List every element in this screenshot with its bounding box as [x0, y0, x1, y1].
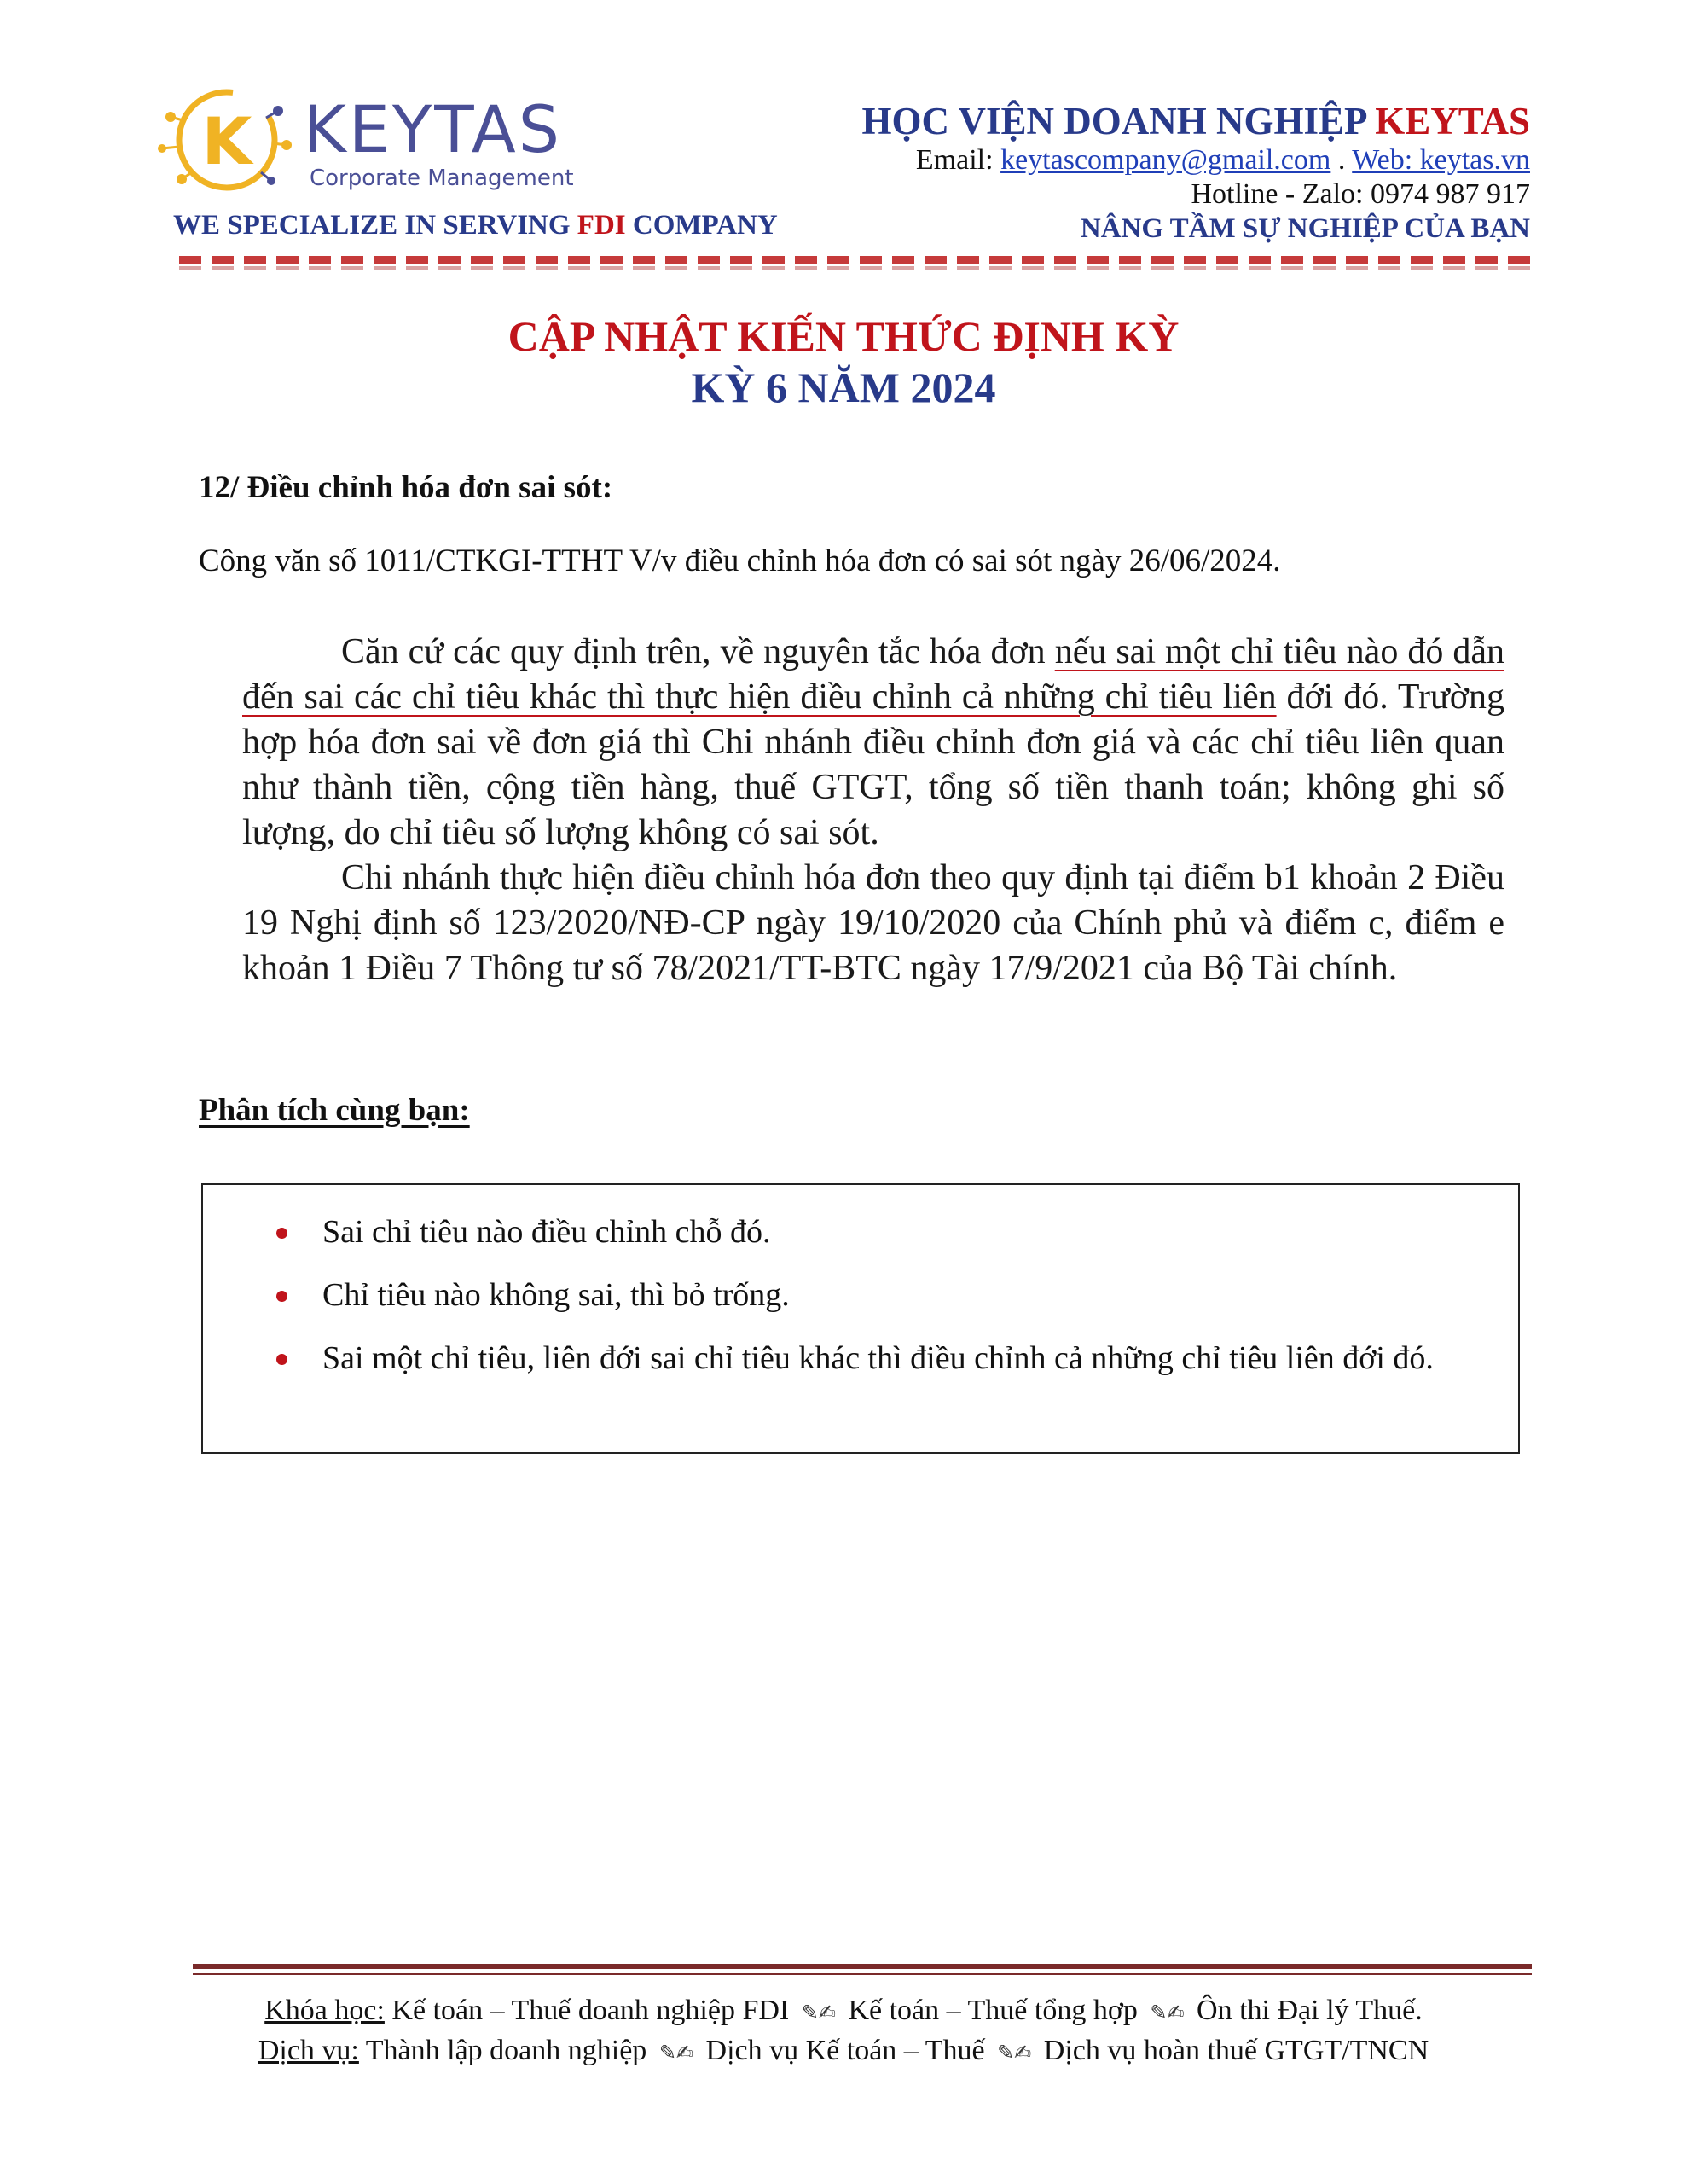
logo-subtitle: Corporate Management: [310, 166, 574, 191]
analysis-heading: Phân tích cùng bạn:: [199, 1093, 470, 1128]
header-divider: [179, 256, 1539, 264]
bullet-icon: [276, 1354, 287, 1365]
quote-paragraph-1: Căn cứ các quy định trên, về nguyên tắc hóa đơn nếu sai một chỉ tiêu nào đó dẫn đến sai các chỉ tiêu khác thì thực hiện điều chỉnh cả những chỉ tiêu liên đới đó. Trường hợp hóa đơn sai về đơn giá thì Chi nhánh điều chỉnh đơn giá và các chỉ tiêu liên quan như thành tiền, cộng tiền hàng, thuế GTGT, tổng số tiền thanh toán; không ghi số lượng, do chỉ tiêu số lượng không có sai sót.: [242, 632, 1504, 852]
quote-paragraph-2: Chi nhánh thực hiện điều chỉnh hóa đơn theo quy định tại điểm b1 khoản 2 Điều 19 Nghị định số 123/2020/NĐ-CP ngày 19/10/2020 của Chính phủ và điểm c, điểm e khoản 1 Điều 7 Thông tư số 78/2021/TT-BTC ngày 17/9/2021 của Bộ Tài chính.: [242, 858, 1504, 988]
bullet-icon: [276, 1291, 287, 1302]
company-tagline: WE SPECIALIZE IN SERVING FDI COMPANY: [173, 210, 778, 241]
svg-text:K: K: [201, 103, 252, 179]
quoted-excerpt: [242, 630, 1504, 991]
website-link[interactable]: Web: keytas.vn: [1352, 144, 1530, 176]
page-subtitle: KỲ 6 NĂM 2024: [691, 363, 996, 411]
hotline: Hotline - Zalo: 0974 987 917: [1191, 178, 1530, 210]
section-heading: 12/ Điều chỉnh hóa đơn sai sót:: [199, 470, 613, 505]
pen-icon: ✎✍: [658, 2041, 694, 2065]
pen-icon: ✎✍: [997, 2041, 1032, 2065]
email-link[interactable]: keytascompany@gmail.com: [1000, 144, 1331, 176]
keytas-logo: [152, 78, 595, 206]
page-title: CẬP NHẬT KIẾN THỨC ĐỊNH KỲ: [507, 312, 1180, 360]
quote-highlight: nếu sai một chỉ tiêu nào đó dẫn đến sai các chỉ tiêu khác thì thực hiện điều chỉnh cả những chỉ tiêu liên: [242, 632, 1504, 717]
list-item: Chỉ tiêu nào không sai, thì bỏ trống.: [203, 1263, 1518, 1327]
section-intro: Công văn số 1011/CTKGI-TTHT V/v điều chỉnh hóa đơn có sai sót ngày 26/06/2024.: [199, 543, 1281, 578]
contact-line: Email: keytascompany@gmail.com . Web: keytas.vn: [915, 144, 1530, 176]
logo-k-emblem-icon: [152, 78, 305, 206]
footer-courses: Khóa học: Kế toán – Thuế doanh nghiệp FDI ✎✍ Kế toán – Thuế tổng hợp ✎✍ Ôn thi Đại lý Thuế.: [264, 1995, 1423, 2026]
logo-wordmark: KEYTAS: [304, 91, 563, 167]
footer-services: Dịch vụ: Thành lập doanh nghiệp ✎✍ Dịch vụ Kế toán – Thuế ✎✍ Dịch vụ hoàn thuế GTGT/TNCN: [258, 2035, 1429, 2066]
footer-divider: [193, 1964, 1532, 1969]
bullet-icon: [276, 1228, 287, 1239]
header-divider-shadow: [179, 266, 1539, 270]
list-item: Sai một chỉ tiêu, liên đới sai chỉ tiêu khác thì điều chỉnh cả những chỉ tiêu liên đới đó.: [203, 1327, 1518, 1390]
list-item: Sai chỉ tiêu nào điều chỉnh chỗ đó.: [203, 1200, 1518, 1263]
org-slogan: NÂNG TẦM SỰ NGHIỆP CỦA BẠN: [1080, 213, 1530, 244]
pen-icon: ✎✍: [801, 2001, 836, 2024]
footer-divider-thin: [193, 1973, 1532, 1975]
analysis-list: [203, 1200, 1518, 1390]
pen-icon: ✎✍: [1150, 2001, 1185, 2024]
org-contact-block: [862, 99, 1530, 246]
analysis-box: [201, 1183, 1520, 1454]
org-name: HỌC VIỆN DOANH NGHIỆP KEYTAS: [861, 100, 1530, 142]
